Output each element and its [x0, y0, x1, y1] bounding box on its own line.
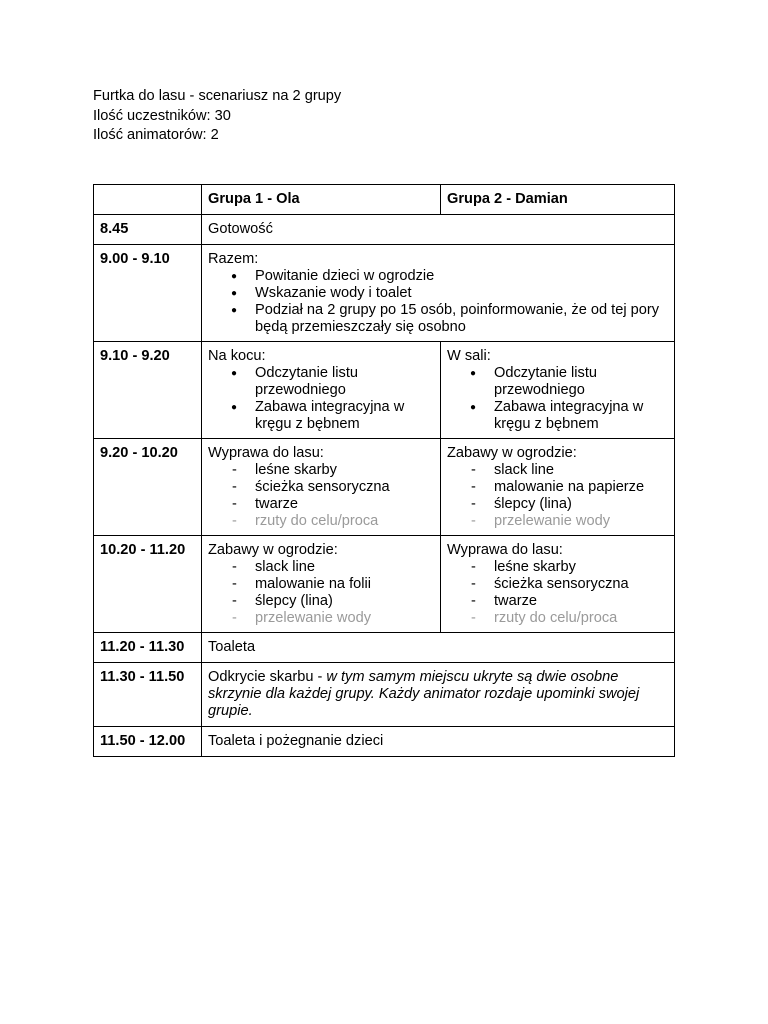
- row-time: 11.50 - 12.00: [94, 727, 202, 757]
- activity-note: w tym samym miejscu ukryte są dwie osobne skrzynie dla każdej grupy. Każdy animator rozdaje upominki swojej grupie.: [208, 669, 640, 719]
- list-item-faded: - przelewanie wody: [208, 610, 434, 627]
- header-group2: Grupa 2 - Damian: [441, 185, 675, 215]
- row-time: 11.30 - 11.50: [94, 663, 202, 727]
- list-item-faded: - rzuty do celu/proca: [447, 610, 668, 627]
- group1-activity: [202, 439, 441, 536]
- table-row: [94, 439, 675, 536]
- list-item: ● Odczytanie listu przewodniego: [447, 365, 668, 399]
- list-item: - leśne skarby: [447, 559, 668, 576]
- list-item: ● Podział na 2 grupy po 15 osób, poinformowanie, że od tej pory będą przemieszczały się osobno: [208, 302, 668, 336]
- list-item: - twarze: [208, 496, 434, 513]
- group2-activity: [441, 439, 675, 536]
- document-header: [93, 87, 341, 146]
- activity-list: [208, 365, 434, 433]
- document-title: Furtka do lasu - scenariusz na 2 grupy: [93, 88, 342, 104]
- table-row: [94, 342, 675, 439]
- activity-title: Wyprawa do lasu:: [447, 542, 563, 558]
- group1-activity: [202, 536, 441, 633]
- table-row: [94, 663, 675, 727]
- activity-list: [208, 462, 434, 530]
- activity-list: [208, 559, 434, 627]
- table-row: [94, 633, 675, 663]
- list-item: - malowanie na papierze: [447, 479, 668, 496]
- list-item: - ślepcy (lina): [208, 593, 434, 610]
- list-item: ● Odczytanie listu przewodniego: [208, 365, 434, 399]
- row-activity: Toaleta i pożegnanie dzieci: [202, 727, 675, 757]
- list-item: ● Zabawa integracyjna w kręgu z bębnem: [447, 399, 668, 433]
- table-row: [94, 536, 675, 633]
- list-item-faded: - przelewanie wody: [447, 513, 668, 530]
- header-group1: Grupa 1 - Ola: [202, 185, 441, 215]
- activity-list: [447, 462, 668, 530]
- list-item-faded: - rzuty do celu/proca: [208, 513, 434, 530]
- activity-list: [447, 365, 668, 433]
- activity-title: Wyprawa do lasu:: [208, 445, 324, 461]
- table-row: [94, 245, 675, 342]
- group2-activity: [441, 342, 675, 439]
- list-item: - leśne skarby: [208, 462, 434, 479]
- activity-text: Odkrycie skarbu -: [208, 669, 327, 685]
- row-time: 9.10 - 9.20: [94, 342, 202, 439]
- row-activity: Toaleta: [202, 633, 675, 663]
- row-time: 9.00 - 9.10: [94, 245, 202, 342]
- list-item: - ścieżka sensoryczna: [208, 479, 434, 496]
- row-time: 10.20 - 11.20: [94, 536, 202, 633]
- list-item: - ślepcy (lina): [447, 496, 668, 513]
- list-item: ● Zabawa integracyjna w kręgu z bębnem: [208, 399, 434, 433]
- list-item: - slack line: [447, 462, 668, 479]
- activity-title: Zabawy w ogrodzie:: [447, 445, 577, 461]
- table-row: [94, 727, 675, 757]
- list-item: - ścieżka sensoryczna: [447, 576, 668, 593]
- list-item: - twarze: [447, 593, 668, 610]
- row-activity: [202, 663, 675, 727]
- activity-title: Na kocu:: [208, 348, 266, 364]
- list-item: - slack line: [208, 559, 434, 576]
- table-row: [94, 215, 675, 245]
- row-time: 9.20 - 10.20: [94, 439, 202, 536]
- schedule-table: [93, 184, 675, 757]
- activity-title: W sali:: [447, 348, 491, 364]
- list-item: ● Powitanie dzieci w ogrodzie: [208, 268, 668, 285]
- activity-title: Zabawy w ogrodzie:: [208, 542, 338, 558]
- row-activity: Gotowość: [202, 215, 675, 245]
- row-time: 11.20 - 11.30: [94, 633, 202, 663]
- list-item: ● Wskazanie wody i toalet: [208, 285, 668, 302]
- table-header-row: [94, 185, 675, 215]
- group2-activity: [441, 536, 675, 633]
- row-activity: [202, 245, 675, 342]
- participants-count: Ilość uczestników: 30: [93, 107, 231, 124]
- activity-list: [447, 559, 668, 627]
- group1-activity: [202, 342, 441, 439]
- header-time-cell: [94, 185, 202, 215]
- row-time: 8.45: [94, 215, 202, 245]
- activity-list: [208, 268, 668, 336]
- list-item: - malowanie na folii: [208, 576, 434, 593]
- animators-count: Ilość animatorów: 2: [93, 127, 219, 143]
- activity-title: Razem:: [208, 251, 259, 267]
